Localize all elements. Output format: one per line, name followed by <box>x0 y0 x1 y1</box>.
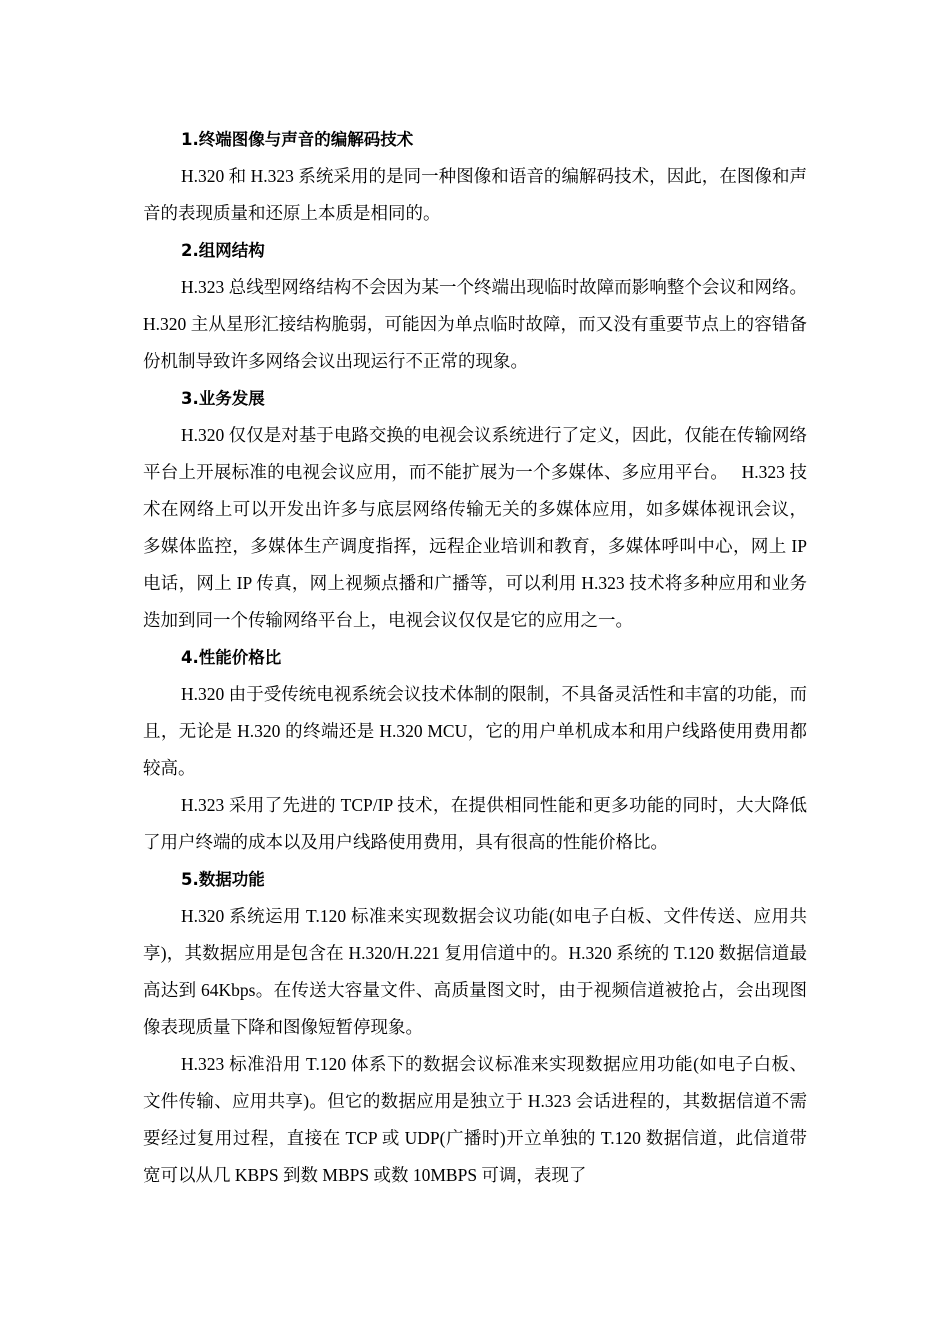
section-heading: 5.数据功能 <box>181 870 265 889</box>
body-paragraph: H.320 由于受传统电视系统会议技术体制的限制，不具备灵活性和丰富的功能，而且，无论是 H.320 的终端还是 H.320 MCU，它的用户单机成本和用户线路使用费用都较高。 <box>143 684 807 778</box>
body-paragraph: H.320 仅仅是对基于电路交换的电视会议系统进行了定义，因此，仅能在传输网络平台上开展标准的电视会议应用，而不能扩展为一个多媒体、多应用平台。 H.323 技术在网络上可以开发出许多与底层网络传输无关的多媒体应用，如多媒体视讯会议，多媒体监控，多媒体生产调度指挥，远程企业培训和教育，多媒体呼叫中心，网上 IP 电话，网上 IP 传真，网上视频点播和广播等，可以利用 H.323 技术将多种应用和业务迭加到同一个传输网络平台上，电视会议仅仅是它的应用之一。 <box>143 425 807 630</box>
section-heading: 2.组网结构 <box>181 241 265 260</box>
body-paragraph: H.323 总线型网络结构不会因为某一个终端出现临时故障而影响整个会议和网络。H.320 主从星形汇接结构脆弱，可能因为单点临时故障，而又没有重要节点上的容错备份机制导致许多网络会议出现运行不正常的现象。 <box>143 277 807 371</box>
section-heading: 1.终端图像与声音的编解码技术 <box>181 130 414 149</box>
body-paragraph: H.320 和 H.323 系统采用的是同一种图像和语音的编解码技术，因此，在图像和声音的表现质量和还原上本质是相同的。 <box>143 166 807 223</box>
section-heading: 3.业务发展 <box>181 389 265 408</box>
body-paragraph: H.323 标准沿用 T.120 体系下的数据会议标准来实现数据应用功能(如电子白板、文件传输、应用共享)。但它的数据应用是独立于 H.323 会话进程的，其数据信道不需要经过复用过程，直接在 TCP 或 UDP(广播时)开立单独的 T.120 数据信道，此信道带宽可以从几 KBPS 到数 MBPS 或数 10MBPS 可调，表现了 <box>143 1054 807 1185</box>
document-body <box>143 121 807 1194</box>
section-heading: 4.性能价格比 <box>181 648 282 667</box>
body-paragraph: H.323 采用了先进的 TCP/IP 技术，在提供相同性能和更多功能的同时，大大降低了用户终端的成本以及用户线路使用费用，具有很高的性能价格比。 <box>143 795 807 852</box>
body-paragraph: H.320 系统运用 T.120 标准来实现数据会议功能(如电子白板、文件传送、应用共享)，其数据应用是包含在 H.320/H.221 复用信道中的。H.320 系统的 T.120 数据信道最高达到 64Kbps。在传送大容量文件、高质量图文时，由于视频信道被抢占，会出现图像表现质量下降和图像短暂停现象。 <box>143 906 807 1037</box>
